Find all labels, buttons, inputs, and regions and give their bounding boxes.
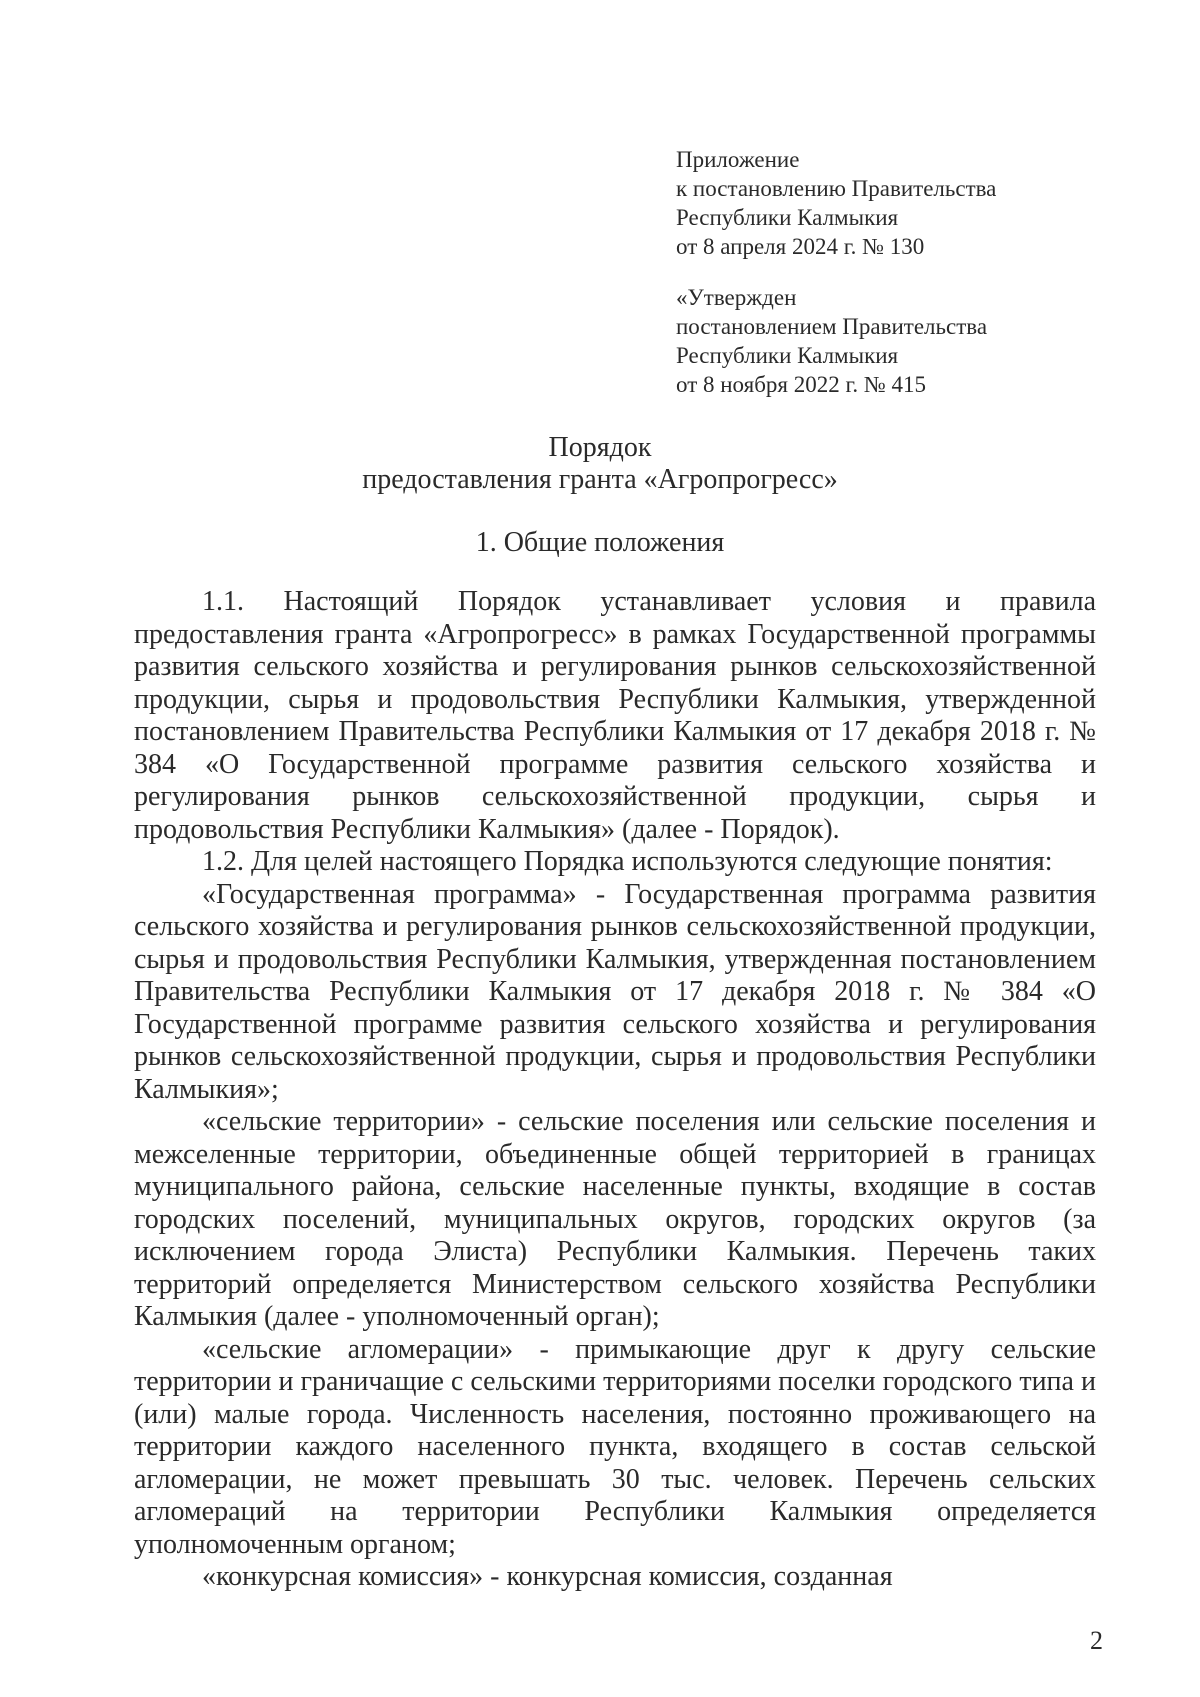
appendix-line: Республики Калмыкия xyxy=(676,205,899,230)
approval-header xyxy=(676,283,1116,399)
document-title: Порядок xyxy=(548,432,652,463)
approval-line: «Утвержден xyxy=(676,285,797,310)
document-body xyxy=(134,586,1096,1594)
approval-line: постановлением Правительства xyxy=(676,314,988,339)
document-subtitle: предоставления гранта «Агропрогресс» xyxy=(362,464,838,495)
approval-date-line: от 8 ноября 2022 г. № 415 xyxy=(676,372,927,397)
paragraph-1-1: 1.1. Настоящий Порядок устанавливает условия и правила предоставления гранта «Агропрогресс» в рамках Государственной программы развития сельского хозяйства и регулирования рынков сельскохозяйственной продукции, сырья и продовольствия Республики Калмыкия, утвержденной постановлением Правительства Республики Калмыкия от 17 декабря 2018 г. № 384 «О Государственной программе развития сельского хозяйства и регулирования рынков сельскохозяйственной продукции, сырья и продовольствия Республики Калмыкия» (далее - Порядок). xyxy=(134,586,1096,845)
appendix-header xyxy=(676,145,1116,261)
appendix-line: Приложение xyxy=(676,147,800,172)
page-number: 2 xyxy=(1090,1626,1103,1655)
definition-competition-commission: «конкурсная комиссия» - конкурсная комиссия, созданная xyxy=(202,1561,893,1592)
appendix-line: к постановлению Правительства xyxy=(676,176,997,201)
definition-rural-territories: «сельские территории» - сельские поселения или сельские поселения и межселенные территории, объединенные общей территорией в границах муниципального района, сельские населенные пункты, входящие в состав городских поселений, муниципальных округов, городских округов (за исключением города Элиста) Республики Калмыкия. Перечень таких территорий определяется Министерством сельского хозяйства Республики Калмыкия (далее - уполномоченный орган); xyxy=(134,1106,1096,1332)
definition-state-program: «Государственная программа» - Государственная программа развития сельского хозяйства и регулирования рынков сельскохозяйственной продукции, сырья и продовольствия Республики Калмыкия, утвержденная постановлением Правительства Республики Калмыкия от 17 декабря 2018 г. № 384 «О Государственной программе развития сельского хозяйства и регулирования рынков сельскохозяйственной продукции, сырья и продовольствия Республики Калмыкия»; xyxy=(134,878,1096,1105)
approval-line: Республики Калмыкия xyxy=(676,343,899,368)
appendix-date-line: от 8 апреля 2024 г. № 130 xyxy=(676,234,925,259)
definition-rural-agglomerations: «сельские агломерации» - примыкающие друг к другу сельские территории и граничащие с сельскими территориями поселки городского типа и (или) малые города. Численность населения, постоянно проживающего на территории каждого населенного пункта, входящего в состав сельской агломерации, не может превышать 30 тыс. человек. Перечень сельских агломераций на территории Республики Калмыкия определяется уполномоченным органом; xyxy=(134,1333,1096,1560)
section-heading: 1. Общие положения xyxy=(475,527,725,558)
paragraph-1-2: 1.2. Для целей настоящего Порядка используются следующие понятия: xyxy=(202,846,1053,877)
